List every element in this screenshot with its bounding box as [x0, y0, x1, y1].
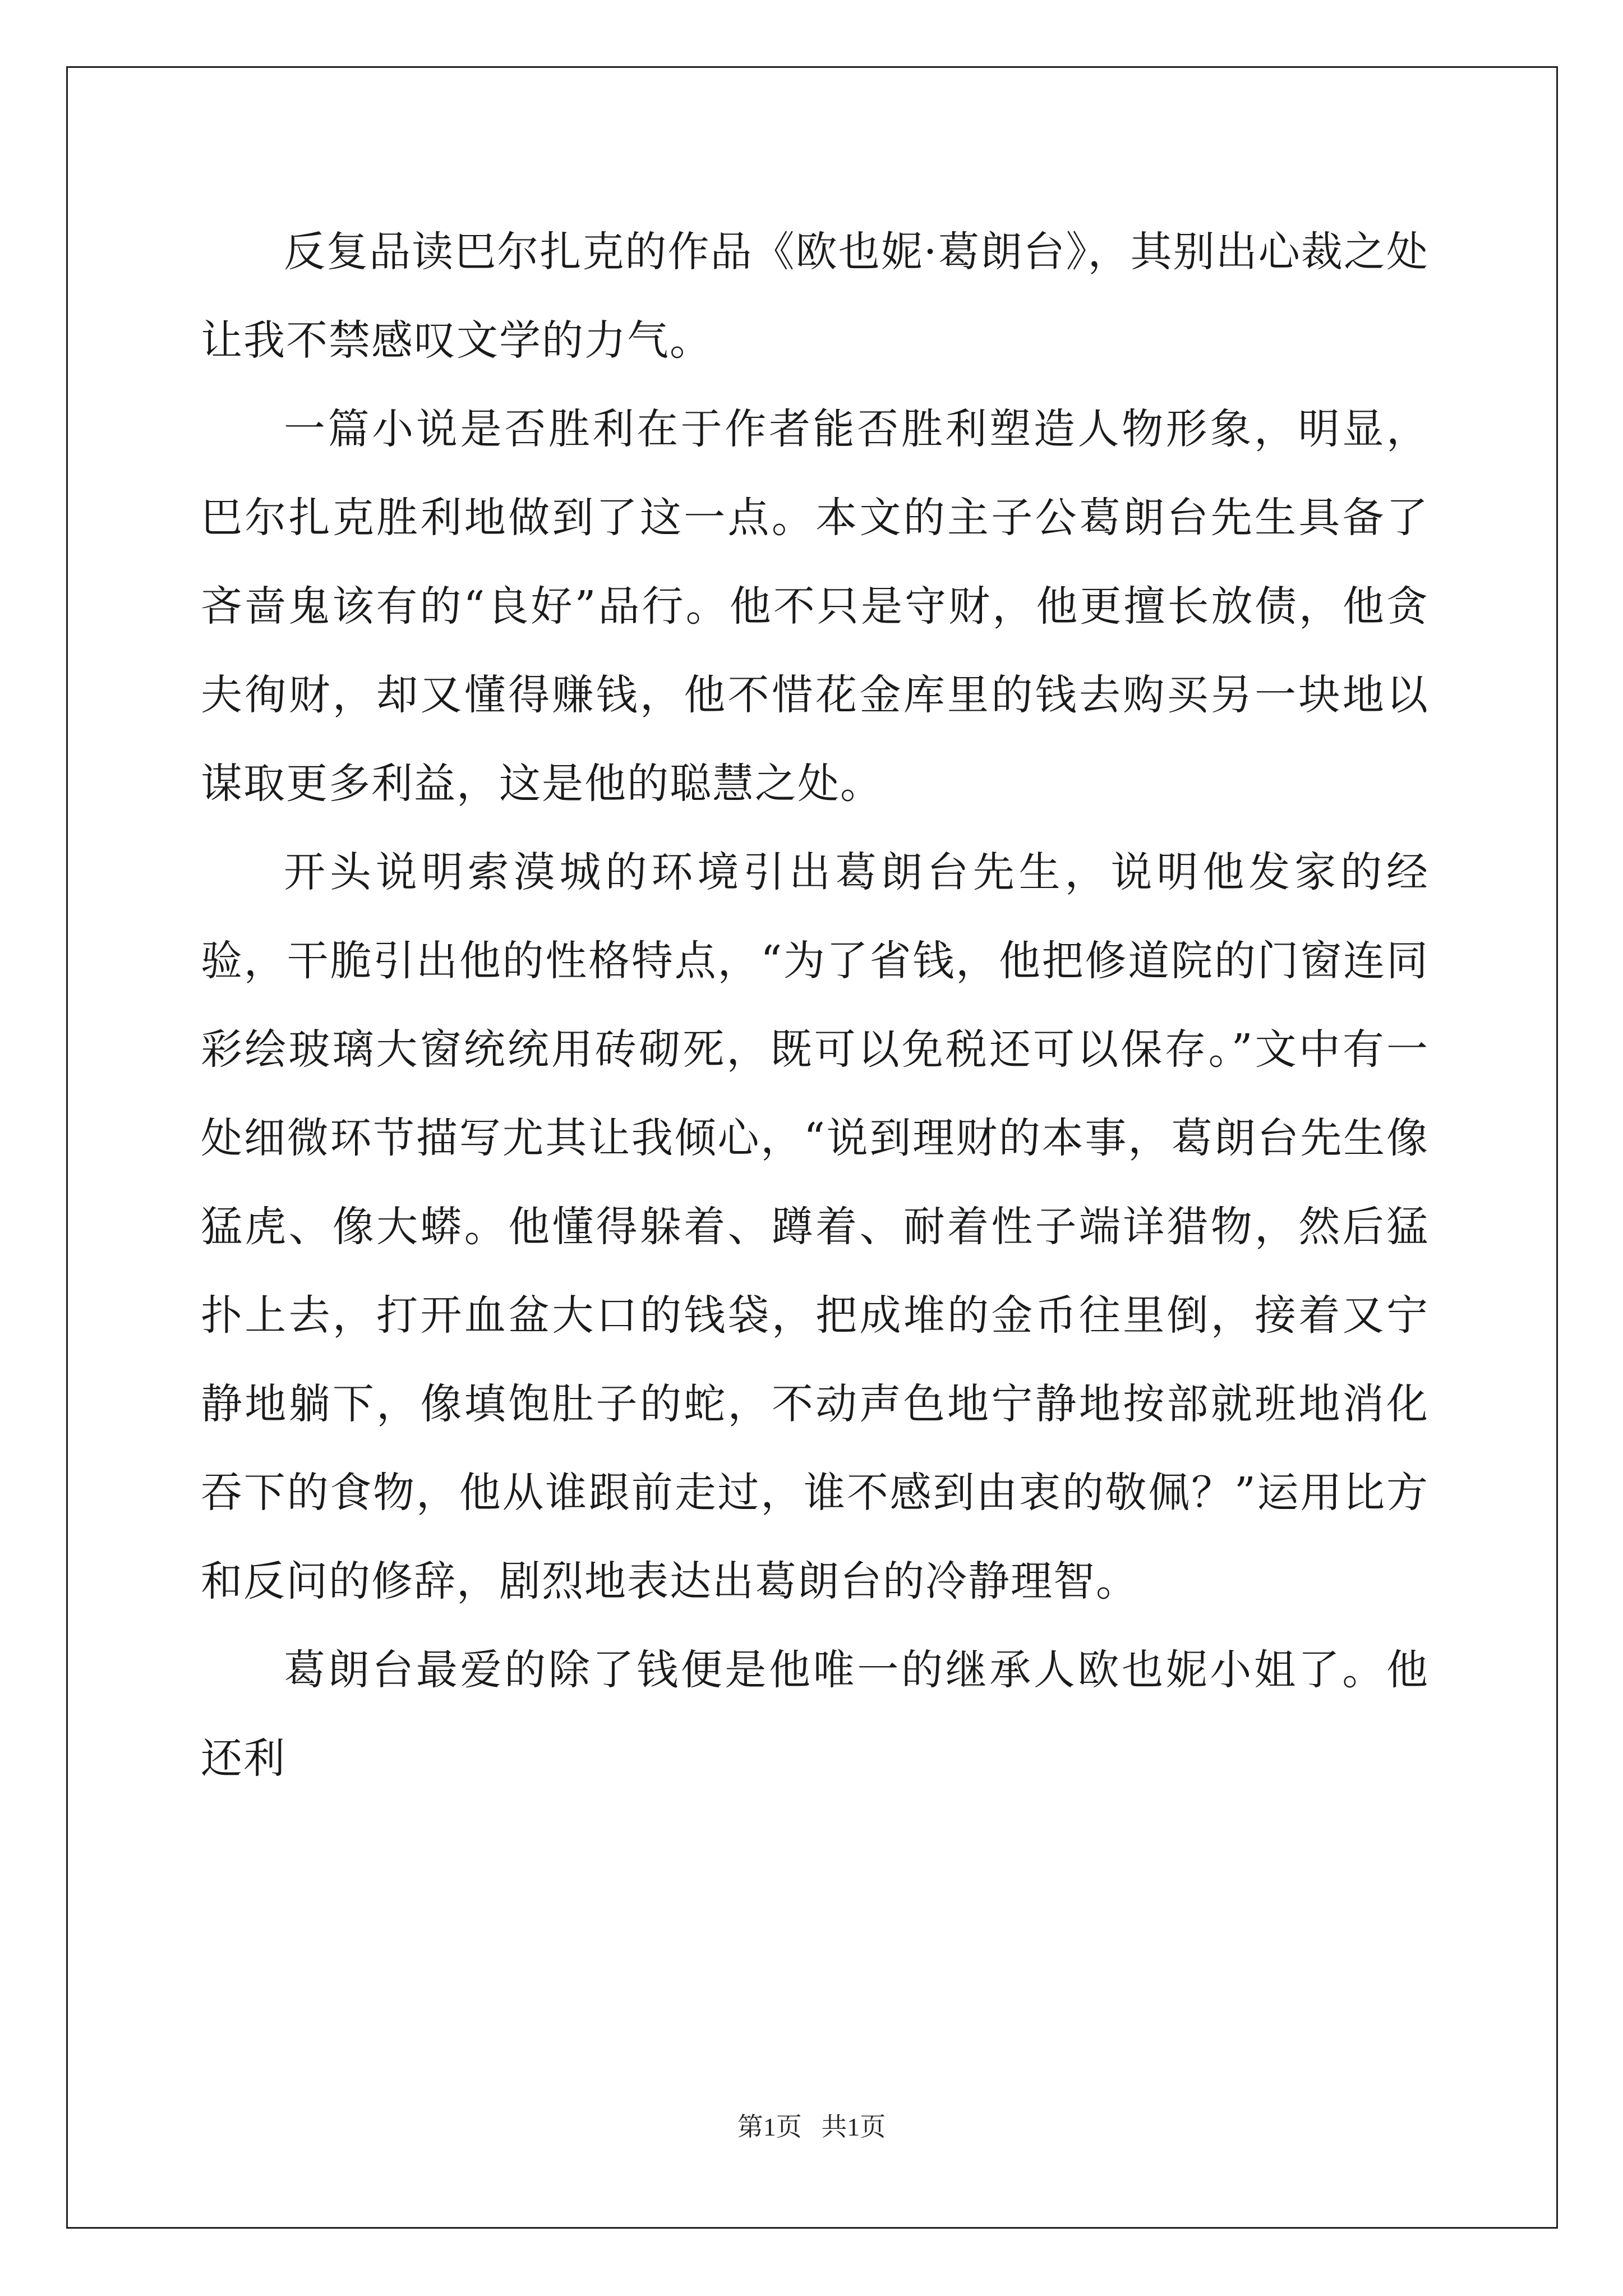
- footer-separator: [802, 2113, 822, 2141]
- page-total: 共1页: [821, 2113, 886, 2141]
- paragraph-1: 反复品读巴尔扎克的作品《欧也妮·葛朗台》，其别出心裁之处让我不禁感叹文学的力气。: [201, 228, 1429, 365]
- paragraph-3: 开头说明索漠城的环境引出葛朗台先生，说明他发家的经验，干脆引出他的性格特点，“为了省钱，他把修道院的门窗连同彩绘玻璃大窗统统用砖砌死，既可以免税还可以保存。”文中有一处细微环节描写尤其让我倾心，“说到理财的本事，葛朗台先生像猛虎、像大蟒。他懂得躲着、蹲着、耐着性子端详猎物，然后猛扑上去，打开血盆大口的钱袋，把成堆的金币往里倒，接着又宁静地躺下，像填饱肚子的蛇，不动声色地宁静地按部就班地消化吞下的食物，他从谁跟前走过，谁不感到由衷的敬佩？”运用比方和反问的修辞，剧烈地表达出葛朗台的冷静理智。: [201, 848, 1429, 1605]
- document-body: [201, 208, 1429, 1803]
- paragraph-4: 葛朗台最爱的除了钱便是他唯一的继承人欧也妮小姐了。他还利: [201, 1646, 1429, 1783]
- paragraph-2: 一篇小说是否胜利在于作者能否胜利塑造人物形象，明显，巴尔扎克胜利地做到了这一点。本文的主子公葛朗台先生具备了吝啬鬼该有的“良好”品行。他不只是守财，他更擅长放债，他贪夫徇财，却又懂得赚钱，他不惜花金库里的钱去购买另一块地以谋取更多利益，这是他的聪慧之处。: [201, 405, 1429, 808]
- page-footer: [0, 2110, 1623, 2144]
- page-number: 第1页: [737, 2113, 802, 2141]
